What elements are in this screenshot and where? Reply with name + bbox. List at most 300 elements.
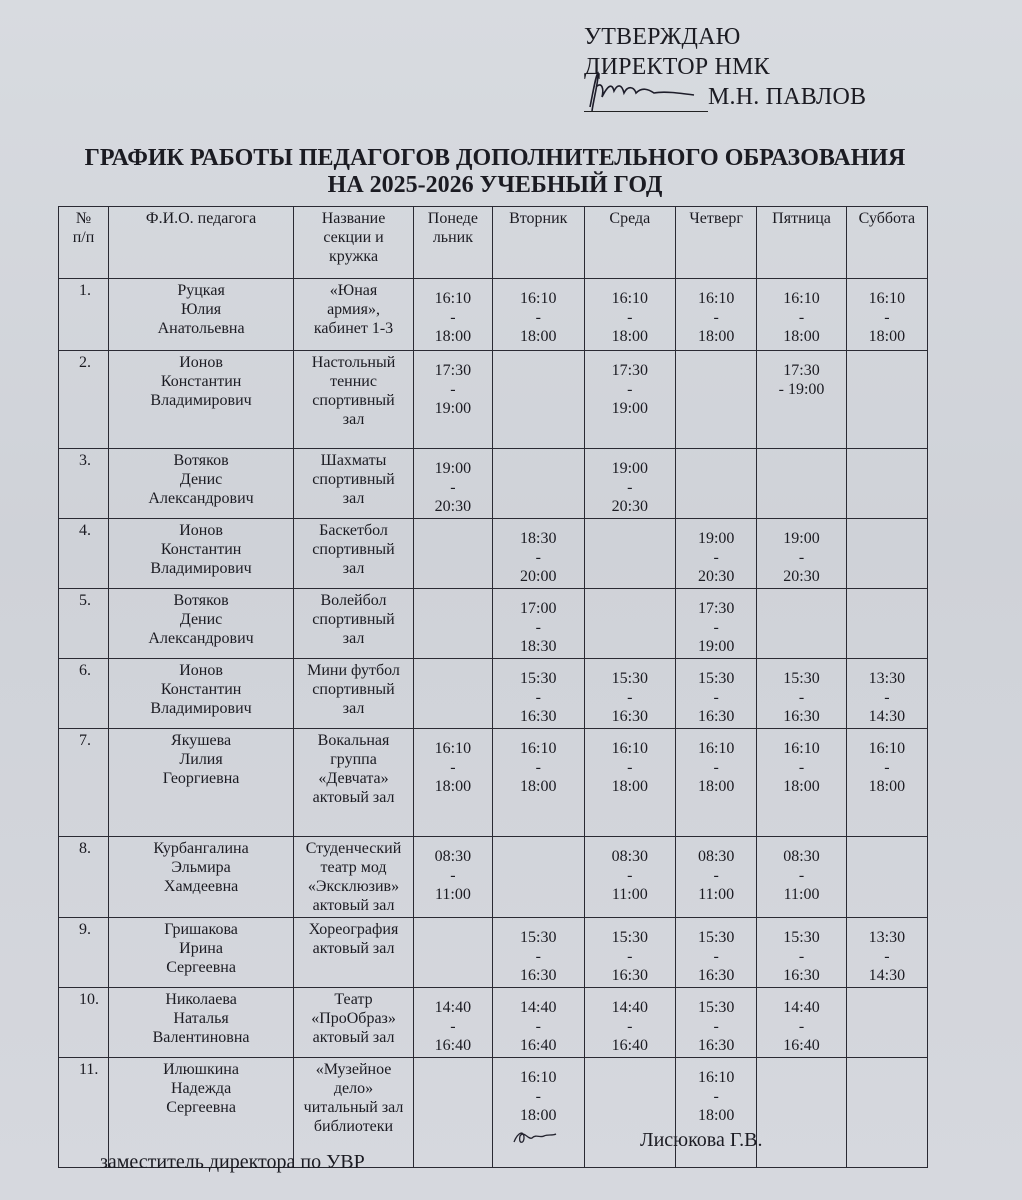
row-number: 7. <box>79 732 91 749</box>
time-dash: - <box>627 759 633 776</box>
time-start: 17:30 <box>697 600 735 617</box>
time-end: 20:30 <box>611 498 649 515</box>
time-cell <box>757 837 847 918</box>
time-end: 18:00 <box>697 328 735 345</box>
table-header-row <box>59 207 928 279</box>
table-row <box>59 449 928 519</box>
time-dash: - <box>798 759 805 776</box>
director-signature <box>584 83 708 112</box>
teacher-name: Руцкая Юлия Анатольевна <box>157 282 245 337</box>
time-start: 15:30 <box>611 929 649 946</box>
time-range <box>678 920 754 985</box>
time-cell <box>584 729 676 837</box>
time-end: 19:00 <box>434 400 472 417</box>
section-name: Настольный теннис спортивный зал <box>311 354 396 428</box>
row-number-cell <box>59 351 109 449</box>
time-end: 11:00 <box>611 886 648 903</box>
teacher-name-cell <box>108 988 293 1058</box>
time-dash: - <box>627 867 633 884</box>
section-name: Шахматы спортивный зал <box>312 452 395 507</box>
time-range <box>759 353 844 399</box>
row-number-cell <box>59 729 109 837</box>
header-cell <box>108 207 293 279</box>
teacher-name: Якушева Лилия Георгиевна <box>162 732 240 787</box>
header-cell <box>757 207 847 279</box>
header-label: Название секции и кружка <box>321 210 386 265</box>
time-start: 15:30 <box>697 670 735 687</box>
table-row <box>59 659 928 729</box>
row-number: 9. <box>79 921 91 938</box>
time-end: 18:30 <box>520 638 557 655</box>
time-start: 13:30 <box>868 929 906 946</box>
time-dash: - <box>884 759 890 776</box>
header-cell <box>492 207 584 279</box>
time-dash: - <box>798 309 805 326</box>
time-start: 16:10 <box>520 1069 557 1086</box>
footer-role: заместитель директора по УВР <box>100 1151 365 1173</box>
time-dash: - <box>884 689 890 706</box>
time-start: 08:30 <box>611 848 649 865</box>
table-body <box>59 279 928 1168</box>
row-number-cell <box>59 918 109 988</box>
time-cell <box>846 589 927 659</box>
time-cell <box>846 837 927 918</box>
time-cell <box>846 449 927 519</box>
time-range <box>587 990 674 1055</box>
time-cell <box>846 1058 927 1168</box>
time-start: 14:40 <box>520 999 557 1016</box>
time-dash: - <box>450 479 456 496</box>
header-cell <box>294 207 414 279</box>
time-cell <box>413 729 492 837</box>
time-start: 16:10 <box>868 290 906 307</box>
time-range <box>416 281 490 346</box>
teacher-name-cell <box>108 659 293 729</box>
section-name: Студенческий театр мод «Эксклюзив» актовый зал <box>305 840 402 914</box>
time-dash: - <box>627 948 633 965</box>
time-range <box>416 990 490 1055</box>
time-cell <box>413 351 492 449</box>
time-end: 16:30 <box>520 708 557 725</box>
teacher-name: Ионов Константин Владимирович <box>150 662 252 717</box>
row-number: 6. <box>79 662 91 679</box>
time-cell <box>584 988 676 1058</box>
time-range <box>759 281 844 346</box>
section-name: Мини футбол спортивный зал <box>307 662 400 717</box>
time-cell <box>846 988 927 1058</box>
time-cell <box>584 589 676 659</box>
teacher-name-cell <box>108 837 293 918</box>
time-dash: - <box>798 689 805 706</box>
time-start: 14:40 <box>783 999 820 1016</box>
time-dash: - <box>535 948 541 965</box>
time-start: 16:10 <box>434 740 472 757</box>
time-end: 16:40 <box>783 1037 820 1054</box>
time-end: 16:30 <box>697 967 735 984</box>
time-range <box>849 281 925 346</box>
time-end: 18:00 <box>434 328 472 345</box>
time-end: 18:00 <box>611 778 649 795</box>
time-start: 19:00 <box>783 530 820 547</box>
time-dash: - <box>798 948 805 965</box>
table-row <box>59 988 928 1058</box>
time-dash: - <box>450 1018 456 1035</box>
table-row <box>59 589 928 659</box>
row-number: 3. <box>79 452 91 469</box>
header-cell <box>584 207 676 279</box>
time-start: 15:30 <box>783 929 820 946</box>
time-start: 17:30 <box>611 362 649 379</box>
time-range <box>759 920 844 985</box>
time-cell <box>492 589 584 659</box>
time-cell <box>757 918 847 988</box>
time-end: 18:00 <box>611 328 649 345</box>
header-cell <box>59 207 109 279</box>
time-dash: - <box>798 867 805 884</box>
row-number: 1. <box>79 282 91 299</box>
time-start: 15:30 <box>520 670 557 687</box>
header-label: Четверг <box>689 210 743 227</box>
title-line-2: НА 2025-2026 УЧЕБНЫЙ ГОД <box>327 172 663 198</box>
table-row <box>59 279 928 351</box>
time-range <box>495 591 582 656</box>
section-name-cell <box>294 351 414 449</box>
time-cell <box>492 837 584 918</box>
table-row <box>59 837 928 918</box>
time-range <box>587 353 674 418</box>
director-signature-icon <box>584 67 714 117</box>
teacher-name: Гришакова Ирина Сергеевна <box>164 921 238 976</box>
time-range <box>678 1060 754 1125</box>
time-start: 16:10 <box>611 290 649 307</box>
time-cell <box>757 279 847 351</box>
time-dash: - <box>535 309 541 326</box>
header-label: Суббота <box>858 210 916 227</box>
time-dash: - <box>798 1018 805 1035</box>
row-number-cell <box>59 988 109 1058</box>
time-cell <box>846 519 927 589</box>
time-cell <box>413 589 492 659</box>
time-cell <box>492 519 584 589</box>
time-cell <box>492 729 584 837</box>
approval-line-approve: УТВЕРЖДАЮ <box>584 24 741 50</box>
time-end: 18:00 <box>783 778 820 795</box>
time-cell <box>676 659 757 729</box>
time-start: 13:30 <box>868 670 906 687</box>
row-number-cell <box>59 279 109 351</box>
time-dash: - <box>884 948 890 965</box>
time-start: 08:30 <box>783 848 820 865</box>
row-number: 11. <box>79 1061 99 1078</box>
time-range <box>678 990 754 1055</box>
header-label: Вторник <box>509 210 568 227</box>
time-cell <box>584 351 676 449</box>
time-dash: - <box>713 689 719 706</box>
time-range <box>759 990 844 1055</box>
teacher-name: Ионов Константин Владимирович <box>150 522 252 577</box>
time-dash: - <box>627 381 633 398</box>
time-start: 16:10 <box>520 740 557 757</box>
time-dash: - <box>713 1088 719 1105</box>
time-start: 14:40 <box>611 999 649 1016</box>
time-end: 20:30 <box>434 498 472 515</box>
time-start: 19:00 <box>611 460 649 477</box>
time-cell <box>584 279 676 351</box>
time-end: 18:00 <box>697 778 735 795</box>
time-end: 19:00 <box>611 400 649 417</box>
time-range <box>759 731 844 796</box>
time-end: 16:40 <box>434 1037 472 1054</box>
time-dash: - <box>535 549 541 566</box>
time-end: 11:00 <box>698 886 735 903</box>
time-dash: - <box>627 689 633 706</box>
time-start: 08:30 <box>434 848 472 865</box>
approval-block <box>584 22 866 112</box>
time-range <box>759 839 844 904</box>
director-name: М.Н. ПАВЛОВ <box>708 84 867 110</box>
time-end: 20:00 <box>520 568 557 585</box>
header-cell <box>413 207 492 279</box>
section-name-cell <box>294 988 414 1058</box>
time-cell <box>676 729 757 837</box>
time-range <box>587 281 674 346</box>
time-start: 16:10 <box>868 740 906 757</box>
time-dash: - <box>627 1018 633 1035</box>
time-range <box>587 661 674 726</box>
time-end: 18:00 <box>520 328 557 345</box>
row-number-cell <box>59 589 109 659</box>
row-number: 4. <box>79 522 91 539</box>
time-cell <box>757 519 847 589</box>
time-dash: - <box>713 759 719 776</box>
time-end: 16:30 <box>520 967 557 984</box>
time-end: 19:00 <box>697 638 735 655</box>
row-number: 10. <box>79 991 99 1008</box>
time-end: 16:30 <box>697 1037 735 1054</box>
approval-line-director: ДИРЕКТОР НМК <box>584 54 770 80</box>
header-cell <box>676 207 757 279</box>
time-range <box>587 731 674 796</box>
time-range <box>678 591 754 656</box>
time-end: 18:00 <box>434 778 472 795</box>
time-end: 11:00 <box>434 886 471 903</box>
time-end: 18:00 <box>868 778 906 795</box>
row-number-cell <box>59 659 109 729</box>
time-dash: - <box>713 309 719 326</box>
section-name: Хореография актовый зал <box>308 921 399 957</box>
header-label: Понеде льник <box>427 210 479 246</box>
time-range <box>495 920 582 985</box>
time-end: 16:40 <box>611 1037 649 1054</box>
time-cell <box>492 918 584 988</box>
title-line-1: ГРАФИК РАБОТЫ ПЕДАГОГОВ ДОПОЛНИТЕЛЬНОГО ОБРАЗОВАНИЯ <box>84 145 906 171</box>
time-dash: - <box>450 759 456 776</box>
time-end: 16:30 <box>697 708 735 725</box>
header-label: Среда <box>609 210 651 227</box>
time-range <box>759 521 844 586</box>
time-cell <box>413 519 492 589</box>
section-name-cell <box>294 279 414 351</box>
time-cell <box>492 449 584 519</box>
approval-signature-row <box>584 82 866 112</box>
time-cell <box>492 988 584 1058</box>
teacher-name-cell <box>108 449 293 519</box>
time-start: 16:10 <box>434 290 472 307</box>
time-end: 11:00 <box>783 886 820 903</box>
time-range <box>759 661 844 726</box>
time-end: 14:30 <box>868 708 906 725</box>
time-dash: - <box>450 867 456 884</box>
time-cell <box>584 837 676 918</box>
time-start: 17:30 <box>434 362 472 379</box>
time-range <box>678 839 754 904</box>
time-range <box>587 839 674 904</box>
time-cell <box>846 659 927 729</box>
time-dash: - <box>713 1018 719 1035</box>
time-start: 16:10 <box>783 740 820 757</box>
time-start: 16:10 <box>697 1069 735 1086</box>
teacher-name-cell <box>108 589 293 659</box>
time-cell <box>492 659 584 729</box>
time-dash: - <box>627 309 633 326</box>
row-number: 8. <box>79 840 91 857</box>
time-cell <box>676 988 757 1058</box>
time-cell <box>413 918 492 988</box>
time-range <box>416 353 490 418</box>
time-start: 19:00 <box>697 530 735 547</box>
row-number-cell <box>59 519 109 589</box>
time-start: 17:00 <box>520 600 557 617</box>
time-end: 20:30 <box>697 568 735 585</box>
time-cell <box>757 449 847 519</box>
time-dash: - <box>627 479 633 496</box>
teacher-name: Илюшкина Надежда Сергеевна <box>163 1061 239 1116</box>
time-range <box>849 731 925 796</box>
time-dash: - <box>450 381 456 398</box>
section-name: «Юная армия», кабинет 1-3 <box>313 282 394 337</box>
time-cell <box>584 918 676 988</box>
time-start: 14:40 <box>434 999 472 1016</box>
teacher-name: Вотяков Денис Александрович <box>148 452 254 507</box>
header-cell <box>846 207 927 279</box>
section-name-cell <box>294 589 414 659</box>
time-cell <box>676 589 757 659</box>
table-row <box>59 351 928 449</box>
time-cell <box>492 351 584 449</box>
section-name: Вокальная группа «Девчата» актовый зал <box>312 732 395 806</box>
time-end: 18:00 <box>783 328 820 345</box>
time-cell <box>676 279 757 351</box>
time-cell <box>584 659 676 729</box>
time-cell <box>676 449 757 519</box>
time-dash: - <box>535 1018 541 1035</box>
time-range <box>416 451 490 516</box>
section-name: Театр «ПроОбраз» актовый зал <box>311 991 396 1046</box>
time-end: 20:30 <box>783 568 820 585</box>
row-number-cell <box>59 837 109 918</box>
time-range <box>416 731 490 796</box>
section-name-cell <box>294 449 414 519</box>
time-range <box>678 281 754 346</box>
time-range <box>495 661 582 726</box>
time-cell <box>584 449 676 519</box>
time-range <box>416 839 490 904</box>
time-start: 16:10 <box>520 290 557 307</box>
time-start: 15:30 <box>520 929 557 946</box>
time-range <box>495 990 582 1055</box>
time-cell <box>757 988 847 1058</box>
time-dash: - <box>884 309 890 326</box>
time-cell <box>584 519 676 589</box>
teacher-name-cell <box>108 351 293 449</box>
time-cell <box>676 519 757 589</box>
time-range <box>678 661 754 726</box>
section-name: Волейбол спортивный зал <box>312 592 395 647</box>
time-start: 16:10 <box>783 290 820 307</box>
time-range <box>495 521 582 586</box>
time-end: 18:00 <box>520 1107 557 1124</box>
time-start: 15:30 <box>697 999 735 1016</box>
time-cell <box>757 589 847 659</box>
time-dash: - <box>535 759 541 776</box>
section-name-cell <box>294 918 414 988</box>
schedule-table <box>58 206 928 1168</box>
time-dash: - <box>535 689 541 706</box>
section-name: Баскетбол спортивный зал <box>312 522 395 577</box>
time-range <box>495 1060 582 1125</box>
time-cell <box>846 351 927 449</box>
time-range <box>587 451 674 516</box>
teacher-name-cell <box>108 279 293 351</box>
time-dash: - <box>713 619 719 636</box>
time-cell <box>757 351 847 449</box>
time-range <box>495 281 582 346</box>
time-start: 16:10 <box>697 290 735 307</box>
time-end: 18:00 <box>697 1107 735 1124</box>
time-start: 17:30 <box>783 362 820 379</box>
section-name-cell <box>294 837 414 918</box>
header-label: № п/п <box>72 210 95 246</box>
time-cell <box>413 279 492 351</box>
time-range <box>587 920 674 985</box>
time-cell <box>757 729 847 837</box>
time-range <box>849 661 925 726</box>
time-end: 18:00 <box>868 328 906 345</box>
teacher-name: Николаева Наталья Валентиновна <box>152 991 250 1046</box>
time-cell <box>413 988 492 1058</box>
time-cell <box>413 659 492 729</box>
teacher-name: Ионов Константин Владимирович <box>150 354 252 409</box>
teacher-name-cell <box>108 729 293 837</box>
time-cell <box>492 279 584 351</box>
section-name-cell <box>294 659 414 729</box>
time-cell <box>757 1058 847 1168</box>
time-range <box>678 731 754 796</box>
time-cell <box>676 918 757 988</box>
row-number: 5. <box>79 592 91 609</box>
section-name-cell <box>294 519 414 589</box>
time-dash: - <box>713 549 719 566</box>
header-label: Ф.И.О. педагога <box>145 210 257 227</box>
time-start: 08:30 <box>697 848 735 865</box>
teacher-name-cell <box>108 519 293 589</box>
time-start: 15:30 <box>783 670 820 687</box>
time-cell <box>413 1058 492 1168</box>
time-end: 16:30 <box>611 967 649 984</box>
time-end: 16:30 <box>611 708 649 725</box>
time-start: 19:00 <box>434 460 472 477</box>
time-end: 16:30 <box>783 708 820 725</box>
